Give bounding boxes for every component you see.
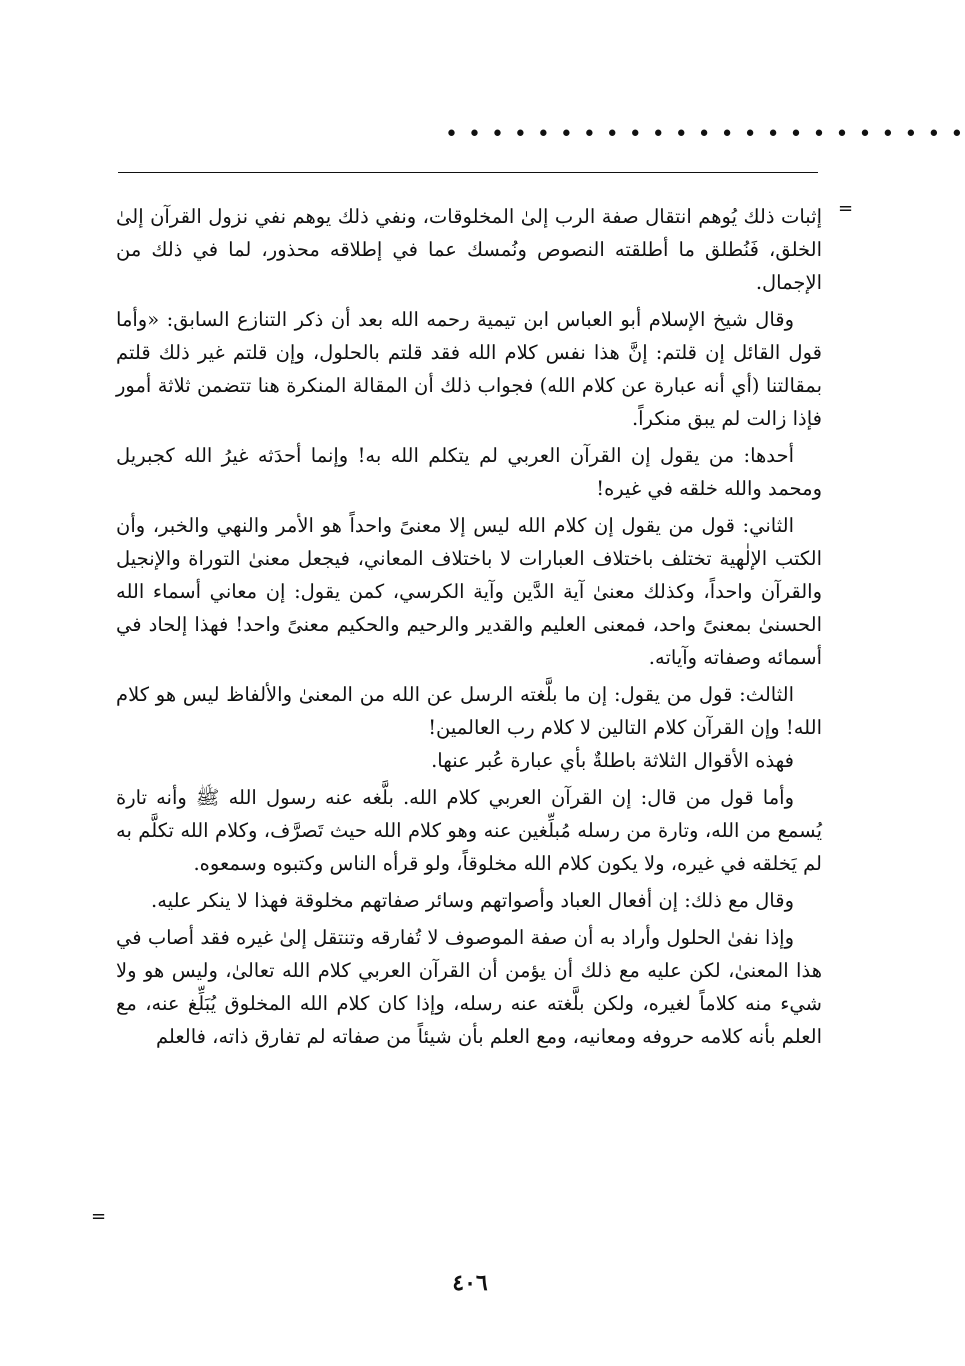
header-dots: • • • • • • • • • • • • • • • • • • • • • • • bbox=[445, 122, 965, 147]
paragraph-6: فهذه الأقوال الثلاثة باطلةٌ بأي عبارة عُبر عنها. bbox=[431, 749, 794, 772]
paragraph-1: إثبات ذلك يُوهم انتقال صفة الرب إلىٰ المخلوقات، ونفي ذلك يوهم نفي نزول القرآن إلىٰ الخلق، فَنُطلق ما أطلقته النصوص ونُمسك عما في إطلاقه محذور، لما في ذلك من الإجمال. bbox=[116, 205, 822, 294]
paragraph-9: وإذا نفىٰ الحلول وأراد به أن صفة الموصوف لا تُفارقه وتنتقل إلىٰ غيره فقد أصاب في هذا المعنىٰ، لكن عليه مع ذلك أن يؤمن أن القرآن العربي كلام الله تعالىٰ، وليس هو ولا شيء منه كلاماً لغيره، ولكن بلَّغته عنه رسله، وإذا كان كلام الله المخلوق يُبَلِّغ عنه، مع العلم بأنه كلامه حروفه ومعانيه، ومع العلم بأن شيئاً من صفاته لم تفارق ذاته، فالعلم bbox=[116, 926, 822, 1048]
header-rule bbox=[118, 172, 818, 173]
paragraph-4: الثاني: قول من يقول إن كلام الله ليس إلا معنىً واحداً هو الأمر والنهي والخبر، وأن الكتب الإلٰهية تختلف باختلاف العبارات لا باختلاف المعاني، فيجعل معنىٰ التوراة والإنجيل والقرآن واحداً، وكذلك معنىٰ آية الدَّين وآية الكرسي، كمن يقول: إن معاني أسماء الله الحسنىٰ بمعنىً واحد، فمعنى العليم والقدير والرحيم والحكيم معنىً واحد! فهذا إلحاد في أسمائه وصفاته وآياته. bbox=[116, 514, 822, 669]
footnote-continuation-mark-top: = bbox=[838, 198, 854, 219]
paragraph-5: الثالث: قول من يقول: إن ما بلَّغته الرسل عن الله من المعنىٰ والألفاظ ليس هو كلام الله! وإن القرآن كلام التالين لا كلام رب العالمين! bbox=[116, 683, 822, 739]
body-text bbox=[116, 200, 822, 1260]
footnote-continuation-mark-bottom: = bbox=[91, 1206, 107, 1227]
paragraph-2: وقال شيخ الإسلام أبو العباس ابن تيمية رحمه الله بعد أن ذكر التنازع السابق: «وأما قول القائل إن قلتم: إنَّ هذا نفس كلام الله فقد قلتم بالحلول، وإن قلتم غير ذلك قلتم بمقالتنا (أي أنه عبارة عن كلام الله) فجواب ذلك أن المقالة المنكرة هنا تتضمن ثلاثة أمور فإذا زالت لم يبق منكراً. bbox=[116, 308, 822, 430]
paragraph-3: أحدها: من يقول إن القرآن العربي لم يتكلم الله به! وإنما أحدَثه غيرُ الله كجبريل ومحمد والله خلقه في غيره! bbox=[116, 444, 822, 500]
paragraph-8: وقال مع ذلك: إن أفعال العباد وأصواتهم وسائر صفاتهم مخلوقة فهذا لا ينكر عليه. bbox=[151, 889, 794, 912]
page-number: ٤٠٦ bbox=[452, 1270, 488, 1296]
paragraph-7: وأما قول من قال: إن القرآن العربي كلام الله. بلَّغه عنه رسول الله ﷺ وأنه تارة يُسمع من الله، وتارة من رسله مُبلِّغين عنه وهو كلام الله حيث تَصرَّف، وكلام الله تكلَّم به لم يَخلقه في غيره، ولا يكون كلام الله مخلوقاً، ولو قرأه الناس وكتبوه وسمعوه. bbox=[116, 786, 822, 875]
